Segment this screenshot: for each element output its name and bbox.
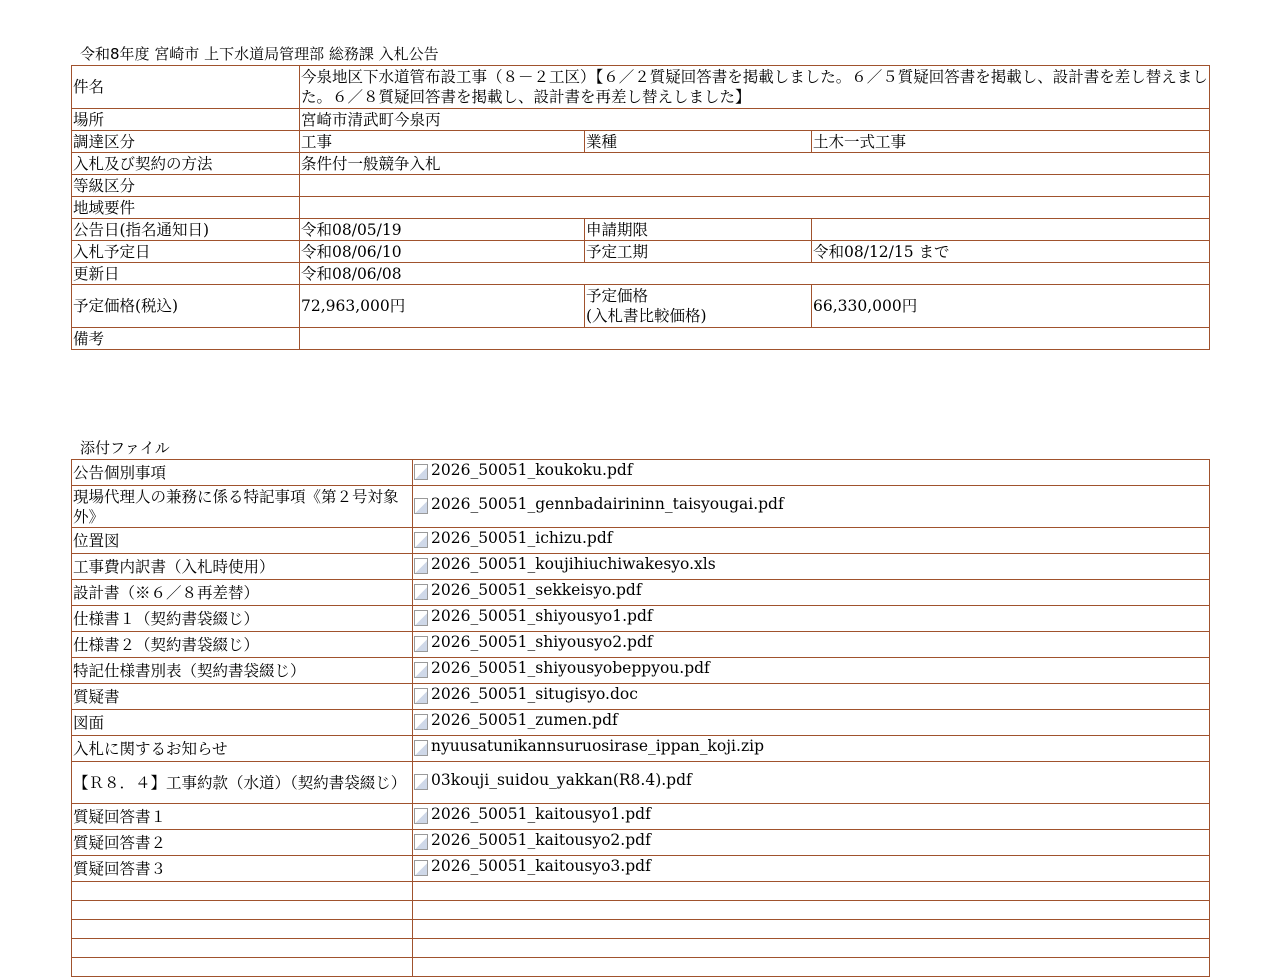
- attachments-title: 添付ファイル: [80, 439, 170, 457]
- broken-image-icon: [414, 860, 428, 876]
- attachment-file-cell: [413, 804, 1210, 830]
- attachment-file-name: 2026_50051_gennbadairininn_taisyougai.pdf: [431, 495, 784, 513]
- attachment-file-cell: [413, 762, 1210, 804]
- broken-image-icon: [414, 834, 428, 850]
- remarks-label: 備考: [72, 328, 300, 350]
- subject-label: 件名: [72, 66, 300, 109]
- updated-label: 更新日: [72, 263, 300, 285]
- attachment-label: 質疑回答書１: [72, 804, 413, 830]
- bid-info-table: [71, 65, 1210, 350]
- row-grade: [72, 175, 1210, 197]
- empty-cell: [413, 882, 1210, 901]
- attachment-file-link[interactable]: [414, 658, 710, 678]
- row-subject: [72, 66, 1210, 109]
- table-row: [72, 528, 1210, 554]
- broken-image-icon: [414, 740, 428, 756]
- attachment-label: 位置図: [72, 528, 413, 554]
- table-row: [72, 554, 1210, 580]
- row-remarks: [72, 328, 1210, 350]
- attachment-file-link[interactable]: [414, 710, 618, 730]
- attachment-file-name: 2026_50051_situgisyo.doc: [431, 685, 638, 703]
- period-value: 令和08/12/15 まで: [812, 241, 1210, 263]
- period-label: 予定工期: [585, 241, 812, 263]
- attachment-file-link[interactable]: [414, 736, 764, 756]
- location-value: 宮崎市清武町今泉丙: [300, 109, 1210, 131]
- attachment-label: 質疑回答書２: [72, 830, 413, 856]
- attachment-file-name: 2026_50051_kaitousyo2.pdf: [431, 831, 651, 849]
- attachment-file-cell: [413, 856, 1210, 882]
- attachment-file-name: 2026_50051_kaitousyo3.pdf: [431, 857, 651, 875]
- attachment-file-link[interactable]: [414, 684, 638, 704]
- compare-price-label-line2: (入札書比較価格): [586, 307, 707, 325]
- broken-image-icon: [414, 662, 428, 678]
- attachment-label: 特記仕様書別表（契約書袋綴じ）: [72, 658, 413, 684]
- attachment-file-cell: [413, 830, 1210, 856]
- attachment-file-name: nyuusatunikannsuruosirase_ippan_koji.zip: [431, 737, 764, 755]
- broken-image-icon: [414, 558, 428, 574]
- industry-value: 土木一式工事: [812, 131, 1210, 153]
- broken-image-icon: [414, 774, 428, 790]
- attachment-file-link[interactable]: [414, 606, 653, 626]
- attachment-file-cell: [413, 710, 1210, 736]
- empty-cell: [72, 920, 413, 939]
- compare-price-label-line1: 予定価格: [586, 287, 649, 305]
- row-bid-date: [72, 241, 1210, 263]
- attachment-label: 現場代理人の兼務に係る特記事項《第２号対象外》: [72, 486, 413, 528]
- attachment-label: 図面: [72, 710, 413, 736]
- table-row: [72, 658, 1210, 684]
- table-row: [72, 710, 1210, 736]
- application-deadline-label: 申請期限: [585, 219, 812, 241]
- method-value: 条件付一般競争入札: [300, 153, 1210, 175]
- attachment-file-name: 2026_50051_shiyousyo2.pdf: [431, 633, 653, 651]
- attachment-label: 仕様書１（契約書袋綴じ）: [72, 606, 413, 632]
- attachment-file-name: 2026_50051_shiyousyo1.pdf: [431, 607, 653, 625]
- table-row: [72, 830, 1210, 856]
- table-row: [72, 632, 1210, 658]
- attachment-file-cell: [413, 486, 1210, 528]
- attachment-file-cell: [413, 580, 1210, 606]
- attachment-file-link[interactable]: [414, 554, 716, 574]
- attachment-file-cell: [413, 736, 1210, 762]
- attachments-table: [71, 459, 1210, 977]
- attachment-file-link[interactable]: [414, 804, 651, 824]
- broken-image-icon: [414, 808, 428, 824]
- attachment-file-name: 2026_50051_koujihiuchiwakesyo.xls: [431, 555, 716, 573]
- remarks-value: [300, 328, 1210, 350]
- price-label: 予定価格(税込): [72, 285, 300, 328]
- row-price: [72, 285, 1210, 328]
- region-value: [300, 197, 1210, 219]
- empty-row: [72, 939, 1210, 958]
- attachment-file-link[interactable]: [414, 632, 653, 652]
- empty-row: [72, 920, 1210, 939]
- attachment-label: 質疑回答書３: [72, 856, 413, 882]
- industry-label: 業種: [585, 131, 812, 153]
- empty-cell: [72, 882, 413, 901]
- procurement-label: 調達区分: [72, 131, 300, 153]
- broken-image-icon: [414, 610, 428, 626]
- empty-cell: [72, 939, 413, 958]
- attachment-file-link[interactable]: [414, 460, 633, 480]
- row-procurement: [72, 131, 1210, 153]
- empty-cell: [413, 920, 1210, 939]
- table-row: [72, 486, 1210, 528]
- attachment-file-cell: [413, 606, 1210, 632]
- notice-date-label: 公告日(指名通知日): [72, 219, 300, 241]
- attachment-file-link[interactable]: [414, 494, 784, 514]
- application-deadline-value: [812, 219, 1210, 241]
- empty-cell: [413, 958, 1210, 977]
- attachment-file-name: 2026_50051_zumen.pdf: [431, 711, 618, 729]
- method-label: 入札及び契約の方法: [72, 153, 300, 175]
- attachment-file-cell: [413, 460, 1210, 486]
- table-row: [72, 580, 1210, 606]
- empty-cell: [413, 901, 1210, 920]
- attachment-label: 質疑書: [72, 684, 413, 710]
- attachment-file-cell: [413, 632, 1210, 658]
- row-method: [72, 153, 1210, 175]
- broken-image-icon: [414, 584, 428, 600]
- bid-date-label: 入札予定日: [72, 241, 300, 263]
- grade-label: 等級区分: [72, 175, 300, 197]
- page-title: 令和8年度 宮崎市 上下水道局管理部 総務課 入札公告: [80, 45, 439, 63]
- attachment-file-link[interactable]: [414, 528, 613, 548]
- attachment-file-link[interactable]: [414, 830, 651, 850]
- row-location: [72, 109, 1210, 131]
- attachment-label: 【Ｒ８．４】工事約款（水道）（契約書袋綴じ）: [72, 762, 413, 804]
- grade-value: [300, 175, 1210, 197]
- table-row: [72, 856, 1210, 882]
- broken-image-icon: [414, 498, 428, 514]
- attachment-file-name: 2026_50051_ichizu.pdf: [431, 529, 613, 547]
- table-row: [72, 606, 1210, 632]
- attachment-file-cell: [413, 554, 1210, 580]
- row-region: [72, 197, 1210, 219]
- empty-cell: [72, 901, 413, 920]
- broken-image-icon: [414, 688, 428, 704]
- price-value: 72,963,000円: [300, 285, 585, 328]
- compare-price-value: 66,330,000円: [812, 285, 1210, 328]
- empty-cell: [413, 939, 1210, 958]
- updated-value: 令和08/06/08: [300, 263, 1210, 285]
- empty-row: [72, 901, 1210, 920]
- subject-value: 今泉地区下水道管布設工事（８－２工区）【６／２質疑回答書を掲載しました。６／５質疑回答書を掲載し、設計書を差し替えました。６／８質疑回答書を掲載し、設計書を再差し替えしました】: [300, 66, 1210, 109]
- attachment-label: 設計書（※６／８再差替）: [72, 580, 413, 606]
- bid-date-value: 令和08/06/10: [300, 241, 585, 263]
- attachment-label: 仕様書２（契約書袋綴じ）: [72, 632, 413, 658]
- attachment-file-link[interactable]: [414, 770, 692, 790]
- attachment-file-name: 03kouji_suidou_yakkan(R8.4).pdf: [431, 771, 692, 789]
- attachment-file-cell: [413, 658, 1210, 684]
- procurement-value: 工事: [300, 131, 585, 153]
- table-row: [72, 736, 1210, 762]
- empty-row: [72, 882, 1210, 901]
- table-row: [72, 460, 1210, 486]
- table-row: [72, 684, 1210, 710]
- broken-image-icon: [414, 464, 428, 480]
- attachment-label: 公告個別事項: [72, 460, 413, 486]
- attachment-file-cell: [413, 528, 1210, 554]
- attachment-file-link[interactable]: [414, 856, 651, 876]
- row-updated: [72, 263, 1210, 285]
- row-notice-date: [72, 219, 1210, 241]
- attachment-file-name: 2026_50051_shiyousyobeppyou.pdf: [431, 659, 710, 677]
- attachment-label: 工事費内訳書（入札時使用）: [72, 554, 413, 580]
- attachment-file-name: 2026_50051_koukoku.pdf: [431, 461, 633, 479]
- attachment-file-cell: [413, 684, 1210, 710]
- table-row: [72, 762, 1210, 804]
- attachment-file-link[interactable]: [414, 580, 642, 600]
- location-label: 場所: [72, 109, 300, 131]
- compare-price-label: [585, 285, 812, 328]
- attachment-label: 入札に関するお知らせ: [72, 736, 413, 762]
- notice-date-value: 令和08/05/19: [300, 219, 585, 241]
- broken-image-icon: [414, 532, 428, 548]
- attachment-file-name: 2026_50051_kaitousyo1.pdf: [431, 805, 651, 823]
- attachment-file-name: 2026_50051_sekkeisyo.pdf: [431, 581, 642, 599]
- broken-image-icon: [414, 714, 428, 730]
- table-row: [72, 804, 1210, 830]
- empty-cell: [72, 958, 413, 977]
- empty-row: [72, 958, 1210, 977]
- broken-image-icon: [414, 636, 428, 652]
- region-label: 地域要件: [72, 197, 300, 219]
